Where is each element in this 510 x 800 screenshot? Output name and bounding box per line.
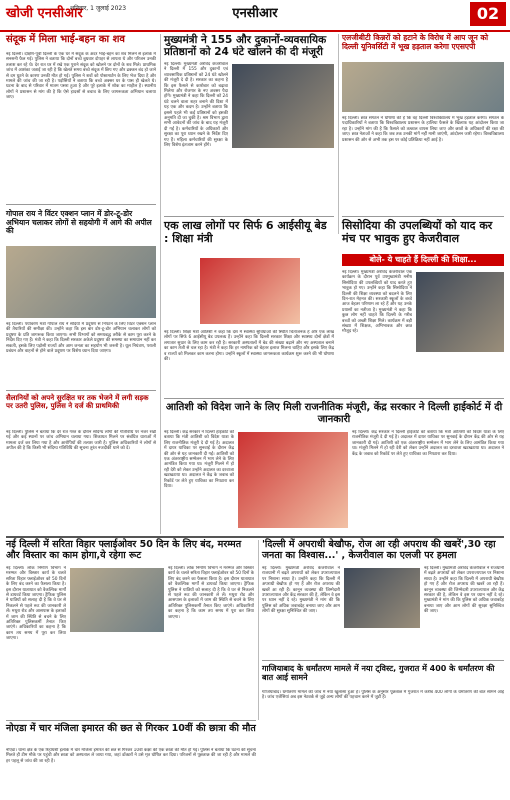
story-body-bottom-right-2: नई दिल्ली। मुख्यमंत्री अरविंद केजरीवाल ने राजधानी में बढ़ते अपराधों को लेकर उपराज्यपाल पर निशाना साधा है। उन्होंने कहा कि दिल्ली में अपराधी बेखौफ हो गए हैं और रोज अपराध की खबरें आ रही हैं। कानून व्यवस्था की जिम्मेदारी उपराज्यपाल और केंद्र सरकार की है, लेकिन वे इस पर ध्यान नहीं दे रहे। मुख्यमंत्री ने मांग की कि पुलिस को अधिक जवाबदेह बनाया जाए और आम लोगों की सुरक्षा सुनिश्चित की जाए। — [424, 566, 504, 615]
story-body-bottom-right: नई दिल्ली। मुख्यमंत्री अरविंद केजरीवाल ने राजधानी में बढ़ते अपराधों को लेकर उपराज्यपाल पर निशाना साधा है। उन्होंने कहा कि दिल्ली में अपराधी बेखौफ हो गए हैं और रोज अपराध की खबरें आ रही हैं। कानून व्यवस्था की जिम्मेदारी उपराज्यपाल और केंद्र सरकार की है, लेकिन वे इस पर ध्यान नहीं दे रहे। मुख्यमंत्री ने मांग की कि पुलिस को अधिक जवाबदेह बनाया जाए और आम लोगों की सुरक्षा सुनिश्चित की जाए। — [262, 566, 340, 615]
story-body-bottom-wide: नोएडा। थाना क्षेत्र के एक रिहायशी इलाके में चार मंजिला इमारत की छत से गिरकर 10वीं कक्षा की एक छात्रा की मौत हो गई। पुलिस ने बताया कि घटना की सूचना मिलते ही टीम मौके पर पहुंची और छात्रा को अस्पताल ले जाया गया, जहां डॉक्टरों ने उसे मृत घोषित कर दिया। परिजनों से पूछताछ की जा रही है और मामले की हर पहलू से जांच की जा रही है। — [6, 748, 256, 764]
column-rule — [338, 34, 339, 234]
headline-left-mid: गोपाल राय ने विंटर एक्शन प्लान में डोर-टू-डोर अभियान चलाकर लोगों से सहयोगी में आगे की अपील की — [6, 209, 152, 236]
headline-bottom-wide: नोएडा में चार मंजिला इमारत की छत से गिरकर 10वीं की छात्रा की मौत — [6, 723, 256, 734]
story-body-wide-mid: नई दिल्ली। केंद्र सरकार ने दिल्ली हाईकोर्ट को बताया कि मंत्री आतिशी को विदेश यात्रा के लिए राजनीतिक मंजूरी दे दी गई है। अदालत में दायर याचिका पर सुनवाई के दौरान केंद्र की ओर से यह जानकारी दी गई। आतिशी को एक अंतरराष्ट्रीय सम्मेलन में भाग लेने के लिए आमंत्रित किया गया था। मंजूरी मिलने में हो रही देरी को लेकर उन्होंने अदालत का दरवाजा खटखटाया था। अदालत ने केंद्र के जवाब को रिकॉर्ड पर लेते हुए याचिका का निपटारा कर दिया। — [164, 430, 234, 490]
headline-bottom-left: नई दिल्ली में सरिता विहार फ्लाईओवर 50 दिन के लिए बंद, मरम्मत और विस्तार का काम होगा,ये रहेगा रूट — [6, 539, 242, 561]
divider — [262, 660, 504, 661]
cm-photo — [232, 64, 334, 148]
column-rule — [258, 540, 259, 720]
divider — [6, 720, 256, 721]
story-body-left-mid: नई दिल्ली। पर्यावरण मंत्री गोपाल राय ने सर्दियों में प्रदूषण से निपटने के लिए विंटर एक्शन प्लान की तैयारियों की समीक्षा की। उन्होंने कहा कि इस बार डोर-टू-डोर अभियान चलाकर लोगों को प्रदूषण के प्रति जागरूक किया जाएगा। सभी विभागों को समयबद्ध तरीके से काम पूरा करने के निर्देश दिए गए हैं। मंत्री ने कहा कि दिल्ली सरकार अकेले प्रदूषण की समस्या का समाधान नहीं कर सकती, इसके लिए पड़ोसी राज्यों और आम जनता का सहयोग भी जरूरी है। धूल नियंत्रण, पराली प्रबंधन और वाहनों से होने वाले प्रदूषण पर विशेष ध्यान दिया जाएगा। — [6, 322, 156, 355]
divider — [6, 204, 156, 205]
story-body-left-top: नई दिल्ली। दक्षिण-पूर्वी दिल्ली के एक घर में संदूक के अंदर भाई-बहन का शव मिलने से इलाके में सनसनी फैल गई। पुलिस ने बताया कि दोनों बच्चे बुधवार दोपहर से लापता थे और परिजन उनकी तलाश कर रहे थे। देर रात घर में रखे एक पुराने संदूक को खोलने पर दोनों के शव मिले। प्राथमिक जांच में आशंका जताई जा रही है कि खेलते समय बच्चे संदूक में छिप गए और ढक्कन बंद हो जाने से दम घुटने के कारण उनकी मौत हो गई। पुलिस ने शवों को पोस्टमार्टम के लिए भेज दिया है और मामले की जांच की जा रही है। पड़ोसियों ने बताया कि बच्चे अक्सर घर के पास ही खेलते थे। घटना के बाद से परिवार में मातम पसरा हुआ है और पूरे इलाके में शोक का माहौल है। स्थानीय लोगों ने प्रशासन से मांग की है कि ऐसे हादसों से बचाव के लिए जागरूकता अभियान चलाया जाए। — [6, 52, 156, 101]
headline-bottom-corner: गाजियाबाद के धर्मांतरण मामले में नया ट्विस्ट, गुजरात में 400 के धर्मांतरण की बात आई सामने — [262, 664, 495, 683]
story-body-center-mid: नई दिल्ली। शिक्षा मंत्री आतिशी ने कहा कि देश में स्वास्थ्य सुविधाओं की स्थिति चिंताजनक है और एक लाख लोगों पर सिर्फ 6 आईसीयू बेड उपलब्ध हैं। उन्होंने कहा कि दिल्ली सरकार शिक्षा और स्वास्थ्य दोनों क्षेत्रों में लगातार सुधार के लिए काम कर रही है। सरकारी अस्पतालों में बेड की संख्या बढ़ाने और नए अस्पताल बनाने का काम तेजी से चल रहा है। मंत्री ने कहा कि हर नागरिक को बेहतर इलाज मिलना चाहिए और इसके लिए केंद्र व राज्यों को मिलकर काम करना होगा। उन्होंने स्कूलों में स्वास्थ्य जागरूकता कार्यक्रम शुरू करने की भी घोषणा की। — [164, 330, 334, 363]
kejriwal-press-photo — [344, 568, 420, 628]
section-title: एनसीआर — [170, 4, 340, 24]
story-body-right-top: नई दिल्ली। छात्र संगठन ने घोषणा की है कि वह दिल्ली विश्वविद्यालय में भूख हड़ताल करेगा। संगठन के पदाधिकारियों ने बताया कि विश्वविद्यालय प्रशासन के हालिया फैसले के खिलाफ यह आंदोलन किया जा रहा है। उन्होंने मांग की है कि फैसले को तत्काल वापस लिया जाए और छात्रों के अधिकारों की रक्षा की जाए। छात्र नेताओं ने कहा कि जब तक उनकी मांगें नहीं मानी जाएंगी, आंदोलन जारी रहेगा। विश्वविद्यालय प्रशासन की ओर से अभी तक इस पर कोई प्रतिक्रिया नहीं आई है। — [342, 116, 504, 143]
headline-wide-mid: आतिशी को विदेश जाने के लिए मिली राजनीतिक मंजूरी, केंद्र सरकार ने दिल्ली हाईकोर्ट में दी जानकारी — [165, 402, 503, 425]
story-body-center-top: नई दिल्ली। मुख्यमंत्री अरविंद केजरीवाल ने दिल्ली में 155 और दुकानों एवं व्यावसायिक प्रतिष्ठानों को 24 घंटे खोलने की मंजूरी दे दी है। सरकार का कहना है कि इस फैसले से कारोबार को बढ़ावा मिलेगा और रोजगार के नए अवसर पैदा होंगे। मुख्यमंत्री ने कहा कि दिल्ली को 24 घंटे चलने वाला शहर बनाने की दिशा में यह एक और कदम है। उन्होंने बताया कि इससे पहले भी कई प्रतिष्ठानों को इसकी अनुमति दी जा चुकी है। श्रम विभाग द्वारा सभी आवेदनों की जांच के बाद यह मंजूरी दी गई है। कर्मचारियों के अधिकारों और सुरक्षा का पूरा ध्यान रखने के निर्देश दिए गए हैं। महिला कर्मचारियों की सुरक्षा के लिए विशेष इंतजाम करने होंगे। — [164, 62, 228, 149]
quote-banner: बोले- ये चाहते हैं दिल्ली की शिक्षा... — [342, 254, 504, 266]
story-body-right-mid: नई दिल्ली। मुख्यमंत्री अरविंद केजरीवाल एक कार्यक्रम के दौरान पूर्व उपमुख्यमंत्री मनीष सिसोदिया की उपलब्धियों को याद करते हुए भावुक हो गए। उन्होंने कहा कि सिसोदिया ने दिल्ली की शिक्षा व्यवस्था को बदलने के लिए दिन-रात मेहनत की। सरकारी स्कूलों के बच्चे आज बेहतर परिणाम ला रहे हैं और यह उनके प्रयासों का नतीजा है। मुख्यमंत्री ने कहा कि कुछ लोग नहीं चाहते कि दिल्ली के गरीब बच्चों को अच्छी शिक्षा मिले। कार्यक्रम में बड़ी संख्या में शिक्षक, अभिभावक और छात्र मौजूद रहे। — [342, 270, 412, 335]
kejriwal-photo — [416, 272, 504, 352]
headline-center-top: मुख्यमंत्री ने 155 और दुकानों-व्यवसायिक प्रतिष्ठानों को 24 घंटे खोलने की दी मंजूरी — [164, 34, 327, 59]
story-body-bottom-left-2: नई दिल्ली। लोक निर्माण विभाग ने मरम्मत और विस्तार कार्य के चलते सरिता विहार फ्लाईओवर को 50 दिनों के लिए बंद करने का फैसला किया है। इस दौरान यातायात को वैकल्पिक मार्गों से डायवर्ट किया जाएगा। ट्रैफिक पुलिस ने यात्रियों को सलाह दी है कि वे घर से निकलने से पहले रूट की जानकारी ले लें। मथुरा रोड और आसपास के इलाकों में जाम की स्थिति से बचने के लिए अतिरिक्त पुलिसकर्मी तैनात किए जाएंगे। अधिकारियों का कहना है कि काम तय समय में पूरा कर लिया जाएगा। — [168, 566, 254, 620]
headline-left-bottom: सैलानियों को अपने सुरक्षित घर तक भेजने में लगी सड़क पर उतरी पुलिस, पुलिस ने दर्ज की प्राथमिकी — [6, 394, 149, 411]
story-body-bottom-left: नई दिल्ली। लोक निर्माण विभाग ने मरम्मत और विस्तार कार्य के चलते सरिता विहार फ्लाईओवर को 50 दिनों के लिए बंद करने का फैसला किया है। इस दौरान यातायात को वैकल्पिक मार्गों से डायवर्ट किया जाएगा। ट्रैफिक पुलिस ने यात्रियों को सलाह दी है कि वे घर से निकलने से पहले रूट की जानकारी ले लें। मथुरा रोड और आसपास के इलाकों में जाम की स्थिति से बचने के लिए अतिरिक्त पुलिसकर्मी तैनात किए जाएंगे। अधिकारियों का कहना है कि काम तय समय में पूरा कर लिया जाएगा। — [6, 566, 66, 642]
headline-right-top: एलजीबीटी किन्नरों को हटाने के विरोध में आप जून को दिल्ली यूनिवर्सिटी में भूख हड़ताल करेगा एएसएपी — [342, 33, 489, 51]
dateline: शनिवार, 1 जुलाई 2023 — [70, 5, 127, 12]
headline-left-top: संदूक में मिला भाई-बहन का शव — [6, 34, 125, 45]
story-body-bottom-corner: गाजियाबाद। धर्मांतरण मामले की जांच में नया खुलासा हुआ है। पुलिस के अनुसार पूछताछ में गुजरात में करीब 400 लोगों के धर्मांतरण की बात सामने आई है। जांच एजेंसियां अब इस नेटवर्क से जुड़े अन्य लोगों की पहचान करने में जुटी हैं। — [262, 690, 504, 701]
divider — [6, 536, 504, 538]
headline-center-mid: एक लाख लोगों पर सिर्फ 6 आईसीयू बेड : शिक्षा मंत्री — [164, 219, 327, 245]
news-photo — [6, 246, 156, 318]
divider — [342, 216, 504, 217]
story-body-left-bottom: नई दिल्ली। पुलिस ने बताया कि देर रात गश्त के दौरान संदिग्ध लोगों की गतिविधि पर नजर रखी गई और कई स्थानों पर जांच अभियान चलाया गया। शिकायत मिलने पर संबंधित धाराओं में मामला दर्ज कर लिया गया है और आरोपियों की तलाश जारी है। पुलिस अधिकारियों ने लोगों से अपील की है कि किसी भी संदिग्ध गतिविधि की सूचना तुरंत नजदीकी थाने को दें। — [6, 430, 156, 452]
divider — [6, 390, 156, 391]
divider — [164, 216, 334, 217]
atishi-photo — [238, 432, 348, 528]
column-rule — [160, 34, 161, 534]
protest-photo — [342, 62, 504, 112]
divider — [164, 398, 504, 399]
flyover-photo — [70, 568, 164, 632]
masthead — [0, 0, 510, 32]
headline-bottom-right: 'दिल्ली में अपराधी बेखौफ, रोज आ रही अपराध की खबरें',30 रहा जनता का विश्वास...' , केजरीवाल का एलजी पर हमला — [262, 539, 496, 561]
page-number: 02 — [470, 2, 506, 26]
headline-right-mid: सिसोदिया की उपलब्धियों को याद कर मंच पर भावुक हुए केजरीवाल — [342, 219, 493, 245]
minister-photo — [200, 258, 300, 324]
story-body-wide-mid-2: नई दिल्ली। केंद्र सरकार ने दिल्ली हाईकोर्ट को बताया कि मंत्री आतिशी को विदेश यात्रा के लिए राजनीतिक मंजूरी दे दी गई है। अदालत में दायर याचिका पर सुनवाई के दौरान केंद्र की ओर से यह जानकारी दी गई। आतिशी को एक अंतरराष्ट्रीय सम्मेलन में भाग लेने के लिए आमंत्रित किया गया था। मंजूरी मिलने में हो रही देरी को लेकर उन्होंने अदालत का दरवाजा खटखटाया था। अदालत ने केंद्र के जवाब को रिकॉर्ड पर लेते हुए याचिका का निपटारा कर दिया। — [352, 430, 504, 457]
newspaper-brand: खोजी एनसीआर — [6, 6, 83, 21]
